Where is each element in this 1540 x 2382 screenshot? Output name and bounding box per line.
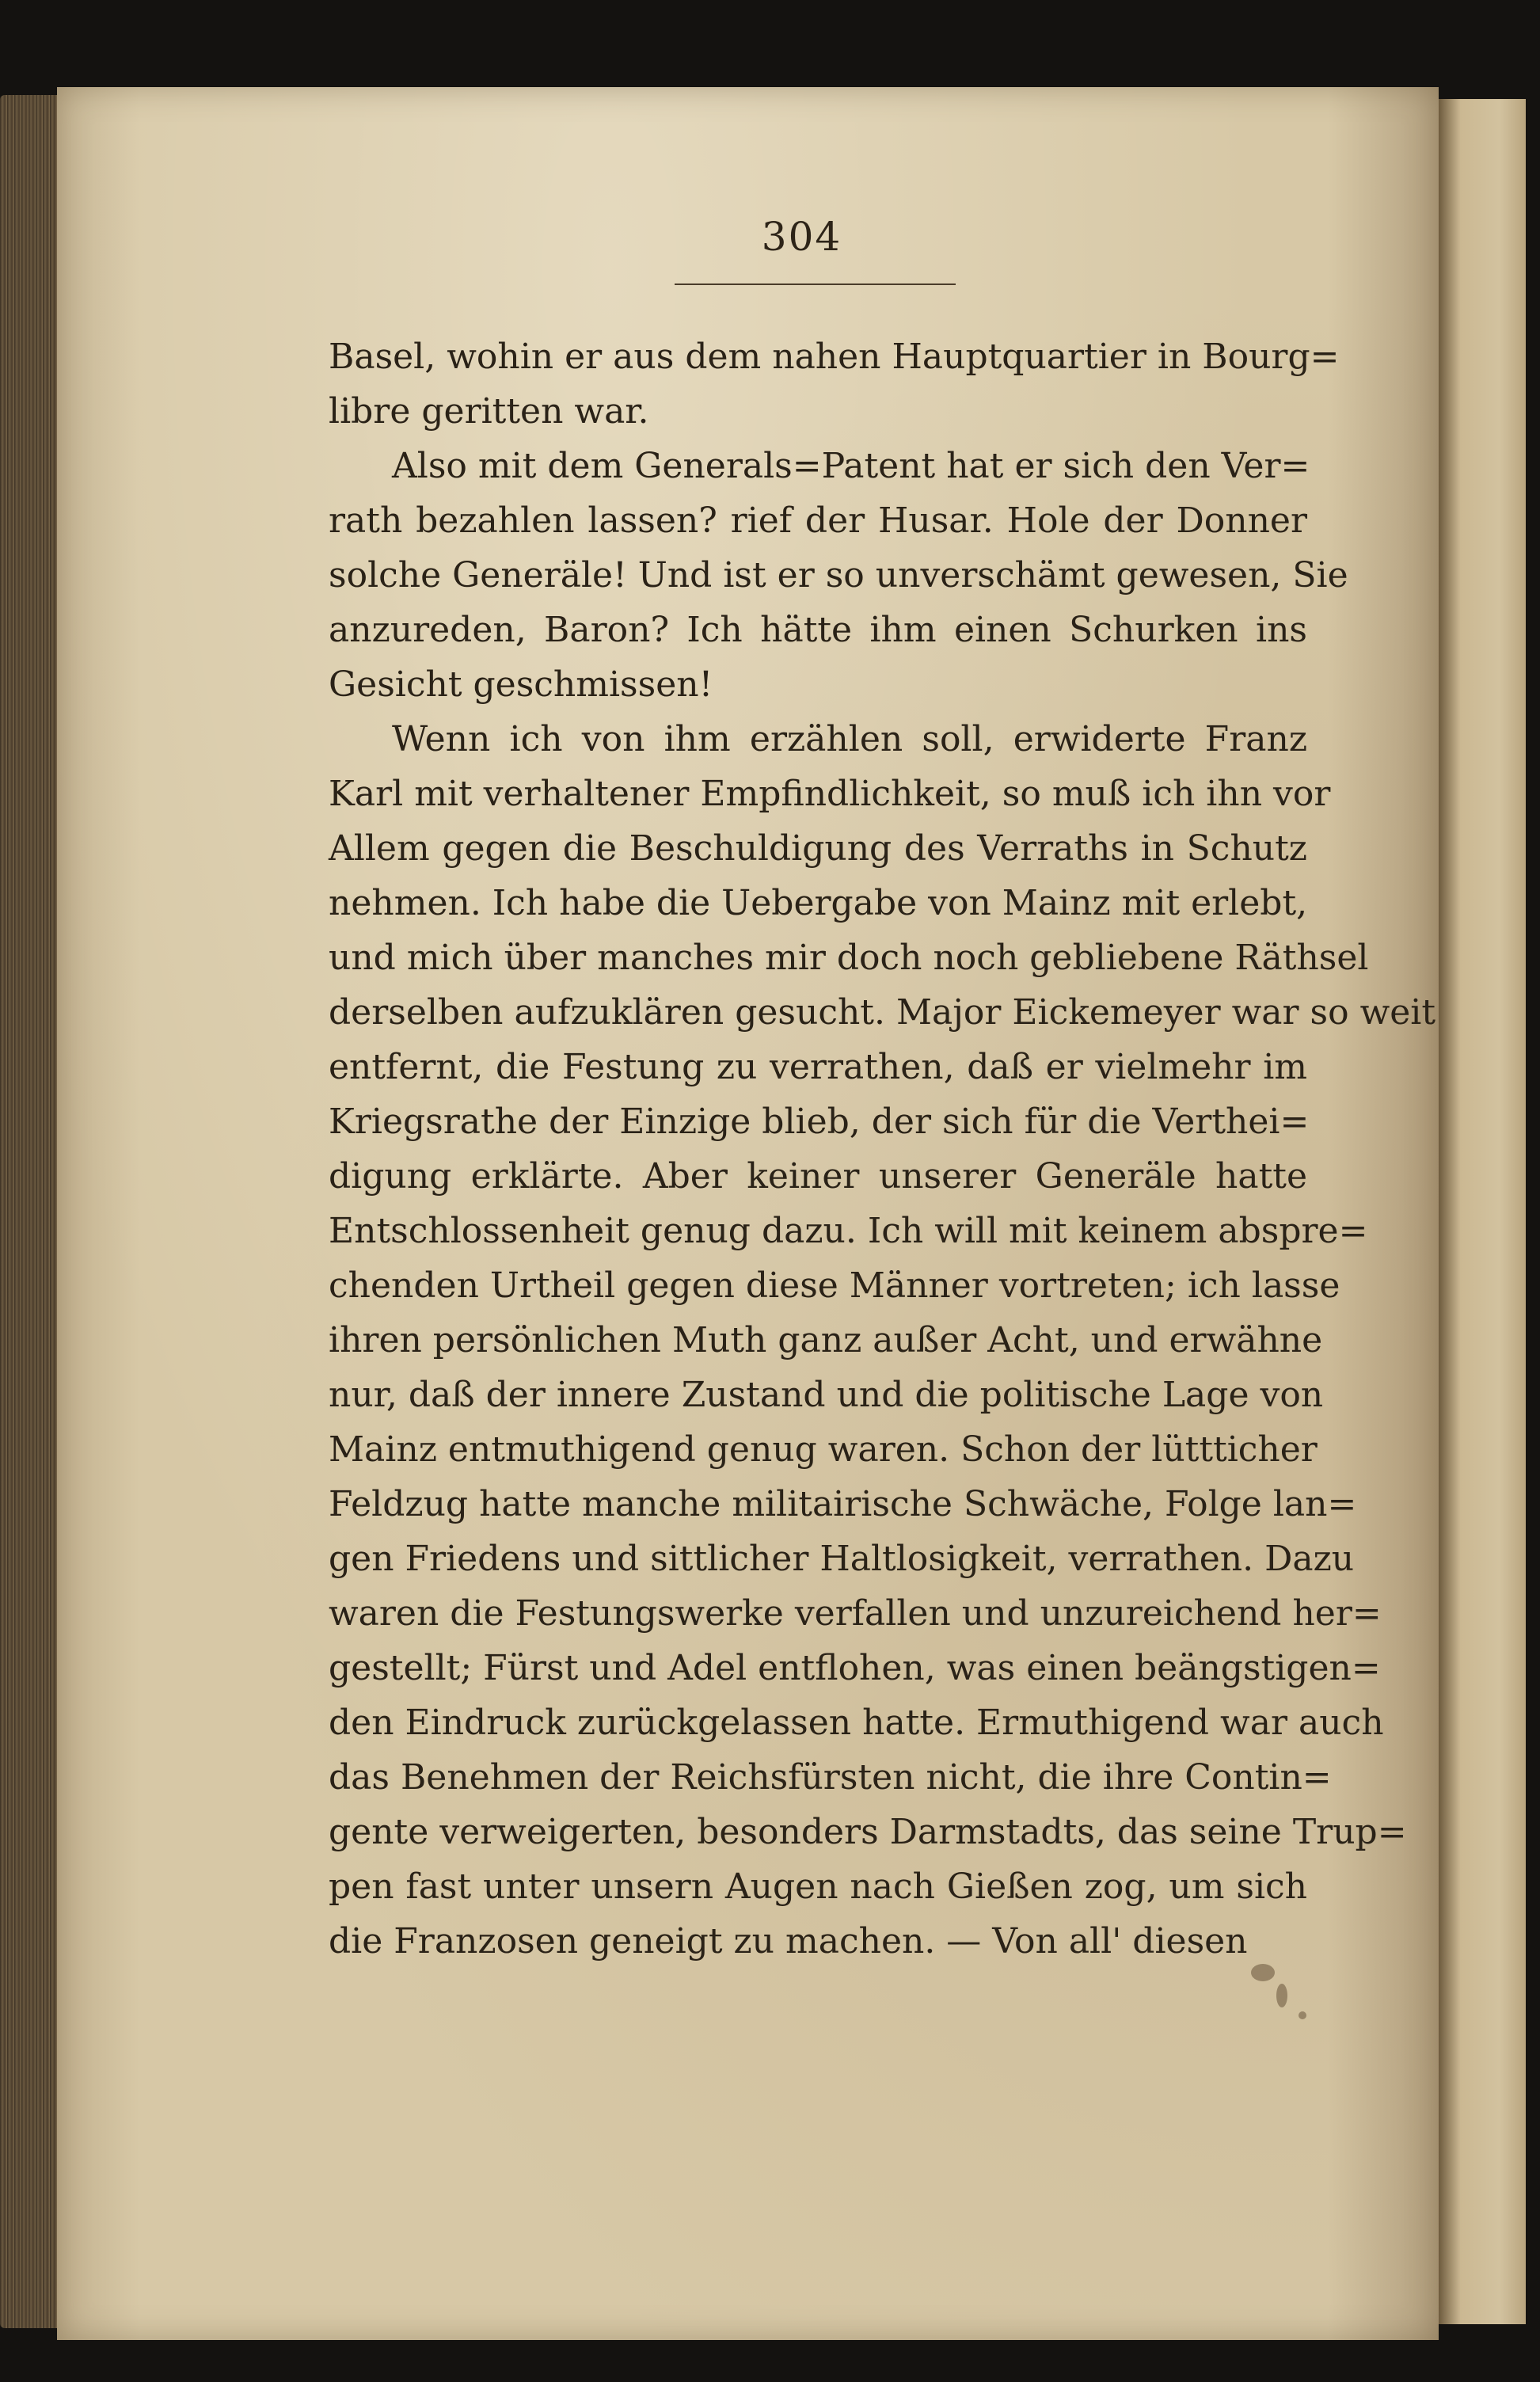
page-number: 304: [761, 214, 842, 260]
text-line: Also mit dem Generals=Patent hat er sich den Ver=: [392, 446, 1310, 486]
page-header: [0, 214, 1540, 260]
text-line: derselben aufzuklären gesucht. Major Eickemeyer war so weit: [329, 992, 1436, 1033]
text-line: entfernt, die Festung zu verrathen, daß er vielmehr im: [329, 1047, 1307, 1087]
text-line: gen Friedens und sittlicher Haltlosigkeit, verrathen. Dazu: [329, 1539, 1355, 1579]
text-line: solche Generäle! Und ist er so unverschämt gewesen, Sie: [329, 555, 1348, 596]
ink-speck: [1299, 2011, 1306, 2019]
text-line: Mainz entmuthigend genug waren. Schon der lüttticher: [329, 1429, 1318, 1470]
text-line: den Eindruck zurückgelassen hatte. Ermuthigend war auch: [329, 1703, 1384, 1743]
text-line: rath bezahlen lassen? rief der Husar. Hole der Donner: [329, 500, 1307, 541]
text-line: Feldzug hatte manche militairische Schwäche, Folge lan=: [329, 1484, 1357, 1524]
text-line: das Benehmen der Reichsfürsten nicht, die ihre Contin=: [329, 1757, 1332, 1798]
text-line: Basel, wohin er aus dem nahen Hauptquartier in Bourg=: [329, 337, 1340, 377]
text-line: Kriegsrathe der Einzige blieb, der sich für die Verthei=: [329, 1102, 1310, 1142]
book-page-edges: [0, 95, 62, 2328]
text-line: Allem gegen die Beschuldigung des Verraths in Schutz: [329, 828, 1307, 869]
text-line: Wenn ich von ihm erzählen soll, erwiderte Franz: [392, 719, 1307, 759]
text-line: chenden Urtheil gegen diese Männer vortreten; ich lasse: [329, 1265, 1340, 1306]
header-rule: [675, 283, 956, 285]
text-line: nur, daß der innere Zustand und die politische Lage von: [329, 1375, 1324, 1415]
text-line: pen fast unter unsern Augen nach Gießen zog, um sich: [329, 1866, 1307, 1907]
text-line: nehmen. Ich habe die Uebergabe von Mainz mit erlebt,: [329, 883, 1308, 923]
text-line: waren die Festungswerke verfallen und unzureichend her=: [329, 1593, 1382, 1634]
text-line: und mich über manches mir doch noch gebliebene Räthsel: [329, 938, 1369, 978]
body-text: [329, 329, 1436, 1969]
text-line: gente verweigerten, besonders Darmstadts, das seine Trup=: [329, 1812, 1407, 1852]
facing-page-edge: [1439, 99, 1526, 2324]
text-line: die Franzosen geneigt zu machen. — Von all' diesen: [329, 1921, 1248, 1962]
text-line: ihren persönlichen Muth ganz außer Acht, und erwähne: [329, 1320, 1323, 1360]
ink-speck: [1276, 1984, 1287, 2007]
text-line: Karl mit verhaltener Empfindlichkeit, so muß ich ihn vor: [329, 774, 1331, 814]
text-line: Gesicht geschmissen!: [329, 664, 713, 705]
text-line: gestellt; Fürst und Adel entflohen, was einen beängstigen=: [329, 1648, 1381, 1688]
text-line: anzureden, Baron? Ich hätte ihm einen Schurken ins: [329, 610, 1307, 650]
text-line: Entschlossenheit genug dazu. Ich will mit keinem absprе=: [329, 1211, 1368, 1251]
text-line: digung erklärte. Aber keiner unserer Generäle hatte: [329, 1156, 1307, 1197]
text-line: libre geritten war.: [329, 391, 649, 432]
